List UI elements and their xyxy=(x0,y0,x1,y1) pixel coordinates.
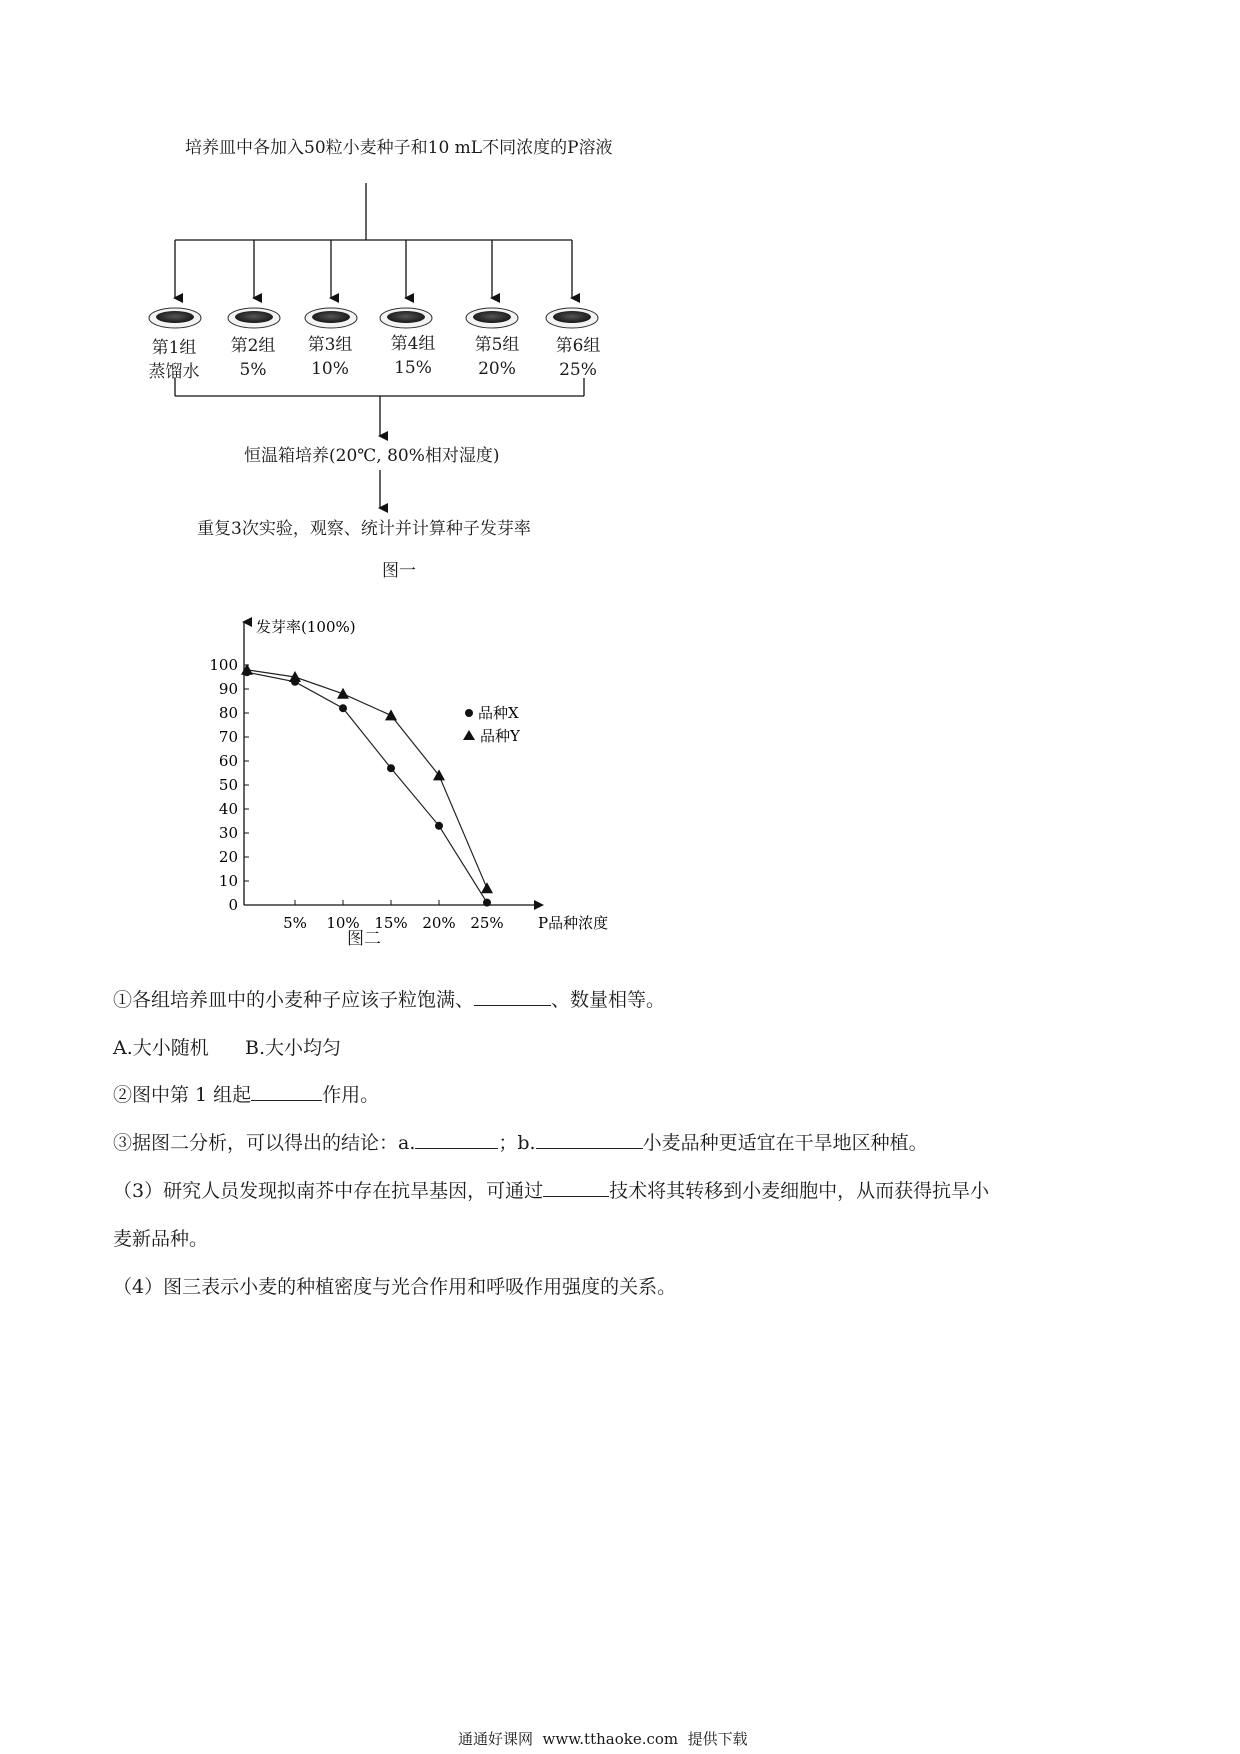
answer-blank-2[interactable] xyxy=(251,1082,322,1101)
x-axis-label: P品种浓度 xyxy=(538,914,609,932)
part-3-line-2: 麦新品种。 xyxy=(113,1228,209,1250)
y-tick-label: 0 xyxy=(228,896,238,914)
petri-dish-icon-5 xyxy=(466,308,518,328)
y-tick-label: 90 xyxy=(218,680,238,698)
figure1-caption: 图一 xyxy=(382,561,416,581)
answer-blank-part3[interactable] xyxy=(543,1178,609,1197)
y-tick-label: 100 xyxy=(209,656,238,674)
x-tick-label: 15% xyxy=(374,914,408,932)
group-label-2: 第2组 5% xyxy=(230,336,276,380)
question-2: ②图中第 1 组起 作用。 xyxy=(113,1084,380,1106)
group-label-1: 第1组 蒸馏水 xyxy=(148,338,200,382)
question-1-options: A.大小随机 B.大小均匀 xyxy=(113,1037,342,1059)
data-point-series-1 xyxy=(387,764,395,772)
legend-label-x: 品种X xyxy=(478,704,519,722)
legend xyxy=(463,704,521,745)
data-point-series-1 xyxy=(483,899,491,907)
group-label-5: 第5组 20% xyxy=(474,335,520,379)
data-point-series-1 xyxy=(435,822,443,830)
petri-dish-icon-3 xyxy=(305,308,357,328)
series-line-1 xyxy=(247,672,487,902)
y-tick-label: 60 xyxy=(218,752,238,770)
x-tick-label: 20% xyxy=(422,914,456,932)
petri-dish-icon-6 xyxy=(546,308,598,328)
group-label-3: 第3组 10% xyxy=(307,335,353,379)
x-tick-label: 5% xyxy=(283,914,307,932)
figure1-step-repeat: 重复3次实验，观察、统计并计算种子发芽率 xyxy=(197,519,531,539)
answer-blank-1[interactable] xyxy=(474,987,551,1006)
y-tick-label: 40 xyxy=(218,800,238,818)
data-point-series-2 xyxy=(337,688,349,699)
x-tick-label: 25% xyxy=(470,914,504,932)
germination-rate-chart xyxy=(180,610,650,950)
y-tick-label: 50 xyxy=(218,776,238,794)
figure1-top-text: 培养皿中各加入50粒小麦种子和10 mL不同浓度的P溶液 xyxy=(185,138,613,158)
data-point-series-2 xyxy=(481,882,493,893)
figure1-step-incubate: 恒温箱培养(20℃, 80%相对湿度) xyxy=(244,446,500,466)
question-3: ③据图二分析，可以得出的结论：a. ；b. 小麦品种更适宜在干旱地区种植。 xyxy=(113,1132,928,1154)
x-tick-label: 10% xyxy=(326,914,360,932)
y-tick-label: 30 xyxy=(218,824,238,842)
legend-label-y: 品种Y xyxy=(480,727,520,745)
petri-dish-icon-1 xyxy=(149,308,201,328)
y-tick-label: 70 xyxy=(218,728,238,746)
part-3: （3）研究人员发现拟南芥中存在抗旱基因，可通过 技术将其转移到小麦细胞中，从而获得抗旱小 xyxy=(113,1180,990,1202)
data-point-series-2 xyxy=(241,664,253,675)
figure1-flowchart xyxy=(0,0,700,560)
legend-marker-y xyxy=(463,730,475,740)
page-footer: 通通好课网 www.tthaoke.com 提供下载 xyxy=(458,1730,748,1748)
legend-marker-x xyxy=(465,709,473,717)
series-line-2 xyxy=(247,670,487,888)
y-tick-label: 80 xyxy=(218,704,238,722)
group-label-6: 第6组 25% xyxy=(555,336,601,380)
part-4: （4）图三表示小麦的种植密度与光合作用和呼吸作用强度的关系。 xyxy=(113,1276,677,1298)
y-tick-label: 20 xyxy=(218,848,238,866)
figure2-caption: 图二 xyxy=(347,929,381,949)
petri-dish-icon-2 xyxy=(228,308,280,328)
y-tick-label: 10 xyxy=(218,872,238,890)
y-axis-label: 发芽率(100%) xyxy=(256,618,356,636)
data-point-series-2 xyxy=(385,709,397,720)
question-1: ①各组培养皿中的小麦种子应该子粒饱满、 、数量相等。 xyxy=(113,989,666,1011)
data-point-series-1 xyxy=(339,704,347,712)
answer-blank-3a[interactable] xyxy=(415,1130,498,1149)
answer-blank-3b[interactable] xyxy=(536,1130,643,1149)
group-label-4: 第4组 15% xyxy=(390,334,436,378)
petri-dish-icon-4 xyxy=(380,308,432,328)
